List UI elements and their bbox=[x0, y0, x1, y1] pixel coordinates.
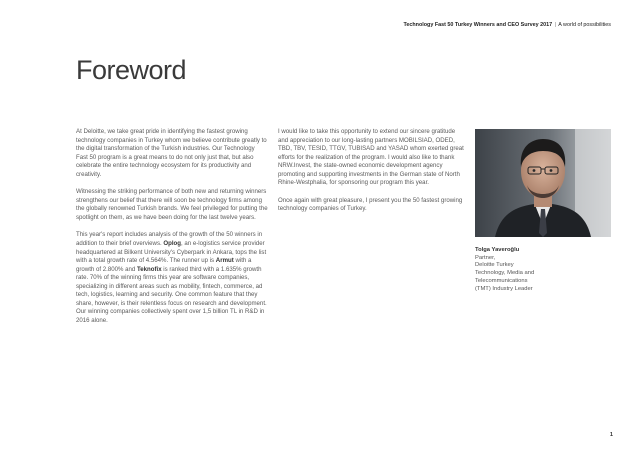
company-name-armut: Armut bbox=[215, 257, 234, 265]
portrait-caption bbox=[475, 247, 615, 293]
text-run: , an e-logistics service provider headquartered at Bilkent University's Cyberpark in Ankara, tops the list with a total growth rate of 4.564%. The runner up is bbox=[76, 240, 267, 265]
report-title: Technology Fast 50 Turkey Winners and CEO Survey 2017 bbox=[403, 22, 553, 28]
text-run: is ranked third with a 1.635% growth rate. 70% of the winning firms this year are software companies, specializing in different areas such as mobility, fintech, commerce, ad tech, logistics, learning and security. One common feature that they share, however, is their relentless focus on research and development. Our winning companies collectively spent over 1,5 billion TL in R&D in 2016 alone. bbox=[76, 265, 267, 324]
author-role: Partner, bbox=[475, 254, 496, 261]
text-run: with a growth of 2.800% and bbox=[76, 257, 252, 273]
company-name-teknofix: Teknofix bbox=[136, 265, 162, 273]
header-separator: | bbox=[554, 22, 557, 28]
company-name-oplog: Oplog bbox=[163, 240, 181, 248]
author-title-line: Technology, Media and bbox=[475, 270, 535, 277]
paragraph: Once again with great pleasure, I present you the 50 fastest growing technology companies of Turkey. bbox=[278, 196, 463, 213]
text-run: This year's report includes analysis of the growth of the 50 winners in addition to their brief overviews. bbox=[76, 231, 263, 248]
middle-text-column bbox=[278, 128, 464, 223]
paragraph: I would like to take this opportunity to extend our sincere gratitude and appreciation to our long-lasting partners MOBILSIAD, ODED, TBD, TBV, TESID, TTGV, TUBISAD and YASAD whom exerted great efforts for the realization of the program. I would also like to thank NRW.Invest, the state-owned economic development agency promoting and supporting investments in the German state of North Rhine-Westphalia, for sponsoring our program this year. bbox=[278, 128, 464, 187]
paragraph: At Deloitte, we take great pride in identifying the fastest growing technology companies in Turkey whom we believe contribute greatly to the digital transformation of the Turkish industries. Our Technology Fast 50 program is a great means to do not only just that, but also celebrate the entire technology ecosystem for its productivity and creativity. bbox=[76, 128, 267, 178]
author-portrait bbox=[475, 129, 611, 237]
author-company: Deloitte Turkey bbox=[475, 262, 514, 269]
page-title: Foreword bbox=[76, 55, 187, 85]
paragraph bbox=[76, 231, 268, 325]
page-number: 1 bbox=[609, 432, 613, 438]
author-title-line: Telecommunications bbox=[475, 277, 528, 284]
paragraph: Witnessing the striking performance of both new and returning winners strengthens our belief that there will soon be technology firms among the globally renowned Turkish brands. We feel privileged for putting the spotlight on them, as we have been doing for the last twelve years. bbox=[76, 188, 268, 221]
left-text-column bbox=[76, 128, 268, 334]
report-tagline: A world of possibilities bbox=[558, 22, 611, 28]
author-title-line: (TMT) Industry Leader bbox=[475, 285, 533, 292]
author-name: Tolga Yaveroğlu bbox=[475, 247, 520, 253]
portrait-illustration bbox=[475, 129, 611, 237]
running-header bbox=[404, 22, 612, 28]
